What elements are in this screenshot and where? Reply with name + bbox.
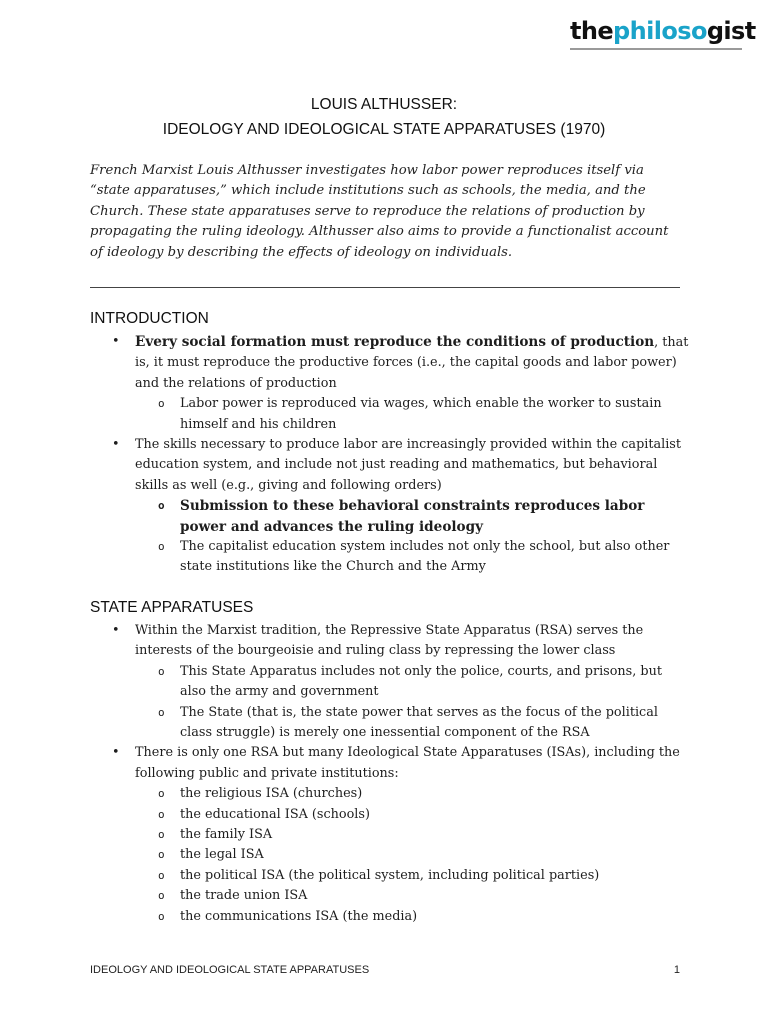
sub-list-item: o The State (that is, the state power that serves as the focus of the political class struggle) is merely one inessential component of the RSA — [90, 703, 690, 744]
isa-item: o the educational ISA (schools) — [90, 805, 690, 825]
divider — [90, 287, 680, 288]
footer-title: IDEOLOGY AND IDEOLOGICAL STATE APPARATUSES — [90, 964, 370, 976]
logo-wordmark — [570, 16, 756, 46]
logo-part-gist: gist — [706, 17, 756, 45]
list-item-text: , that is, it must reproduce the productive forces (i.e., the capital goods and labor power) and the relations of production — [135, 335, 689, 391]
logo-underline — [570, 48, 742, 50]
state-apparatuses-list — [90, 621, 690, 927]
sub-list-item: o The capitalist education system includes not only the school, but also other state institutions like the Church and the Army — [90, 537, 690, 578]
sub-list-item: o Labor power is reproduced via wages, which enable the worker to sustain himself and his children — [90, 394, 690, 435]
abstract-paragraph: French Marxist Louis Althusser investigates how labor power reproduces itself via “state apparatuses,” which include institutions such as schools, the media, and the Church. These state apparatuses serve to reproduce the relations of production by propagating the ruling ideology. Althusser also aims to provide a functionalist account of ideology by describing the effects of ideology on individuals. — [90, 163, 669, 260]
list-item: • Within the Marxist tradition, the Repressive State Apparatus (RSA) serves the interests of the bourgeoisie and ruling class by repressing the lower class — [90, 621, 690, 662]
logo-part-philoso: philoso — [613, 17, 707, 45]
emphasis-text: Every social formation must reproduce the conditions of production — [135, 334, 655, 350]
list-item: • The skills necessary to produce labor are increasingly provided within the capitalist education system, and include not just reading and mathematics, but behavioral skills as well (e.g., giving and following orders) — [90, 435, 690, 496]
brand-logo — [570, 16, 756, 50]
isa-item: o the political ISA (the political system, including political parties) — [90, 866, 690, 886]
section-heading-state-apparatuses: STATE APPARATUSES — [90, 599, 254, 616]
isa-item: o the religious ISA (churches) — [90, 784, 690, 804]
isa-item: o the trade union ISA — [90, 886, 690, 906]
sub-list-item: o Submission to these behavioral constraints reproduces labor power and advances the ruling ideology — [90, 496, 690, 537]
page-footer — [90, 964, 680, 976]
list-item — [90, 332, 690, 394]
introduction-list — [90, 332, 690, 578]
list-item: • There is only one RSA but many Ideological State Apparatuses (ISAs), including the following public and private institutions: — [90, 743, 690, 784]
isa-item: o the legal ISA — [90, 845, 690, 865]
isa-item: o the family ISA — [90, 825, 690, 845]
page-title-work: IDEOLOGY AND IDEOLOGICAL STATE APPARATUSES (1970) — [162, 121, 606, 138]
section-heading-introduction: INTRODUCTION — [90, 310, 209, 327]
isa-item: o the communications ISA (the media) — [90, 907, 690, 927]
page-title-author: LOUIS ALTHUSSER: — [310, 96, 458, 113]
page-number: 1 — [673, 964, 680, 976]
logo-part-the: the — [570, 17, 614, 45]
sub-list-item: o This State Apparatus includes not only the police, courts, and prisons, but also the army and government — [90, 662, 690, 703]
